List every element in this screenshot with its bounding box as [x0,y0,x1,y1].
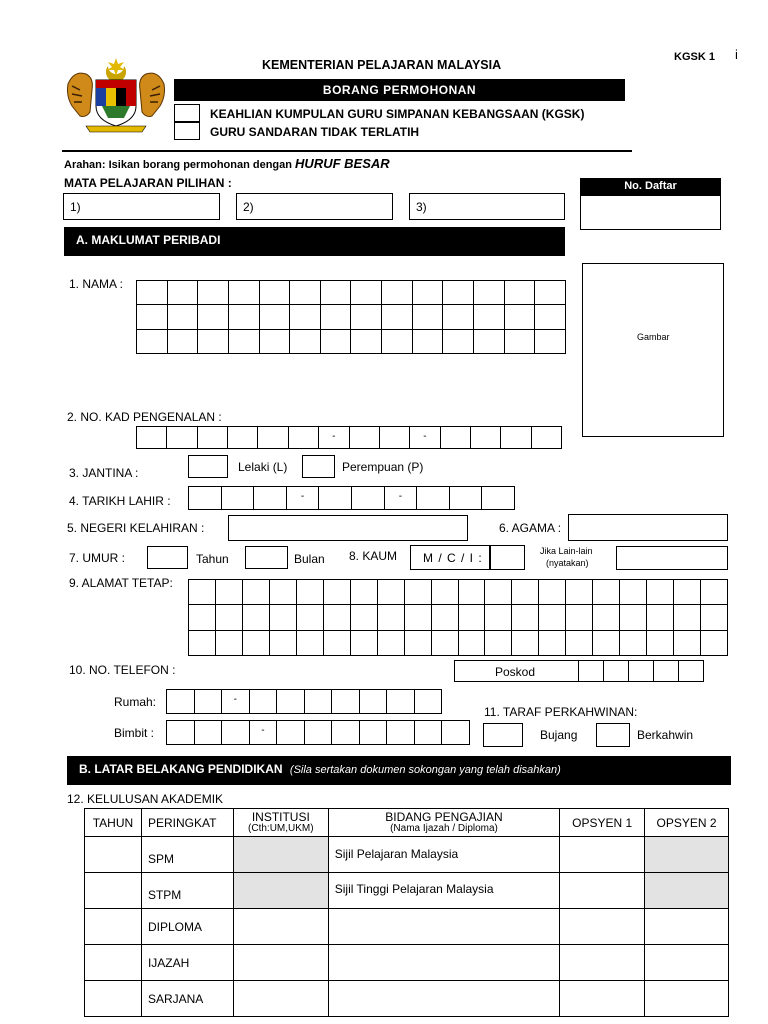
ic-char-cell[interactable] [441,427,471,449]
phone-home-char-cell[interactable] [415,690,443,714]
name-char-cell[interactable] [413,330,444,354]
address-char-cell[interactable] [243,631,270,656]
phone-mobile-char-cell[interactable] [360,721,388,745]
field-cell[interactable] [328,945,559,981]
postcode-char-cell[interactable] [604,661,629,682]
age-years-field[interactable] [147,546,188,569]
dob-char-cell[interactable] [352,487,385,510]
subjects-label: MATA PELAJARAN PILIHAN : [64,176,232,190]
phone-mobile-grid [166,720,470,745]
phone-label: 10. NO. TELEFON : [69,663,176,677]
name-char-cell[interactable] [321,305,352,329]
name-char-cell[interactable] [382,330,413,354]
subject-choice-1-label: 1) [70,200,81,214]
phone-mobile-char-cell[interactable] [332,721,360,745]
dob-char-cell[interactable] [417,487,450,510]
photo-box[interactable] [582,263,724,437]
address-char-cell[interactable] [485,580,512,605]
postcode-label-box [454,660,579,682]
address-grid [188,579,728,656]
age-years-label: Tahun [196,552,229,566]
institution-cell[interactable] [233,981,328,1017]
address-char-cell[interactable] [378,580,405,605]
name-char-cell[interactable] [413,281,444,305]
name-char-cell[interactable] [413,305,444,329]
level-cell: DIPLOMA [141,909,233,945]
ic-char-cell[interactable] [137,427,167,449]
dob-label: 4. TARIKH LAHIR : [69,494,171,508]
col-option1: OPSYEN 1 [560,809,645,837]
name-char-cell[interactable] [229,330,260,354]
subject-choice-3-label: 3) [416,200,427,214]
name-char-cell[interactable] [229,305,260,329]
name-char-cell[interactable] [198,305,229,329]
marital-label: 11. TARAF PERKAHWINAN: [484,705,638,719]
address-char-cell[interactable] [647,631,674,656]
postcode-char-cell[interactable] [629,661,654,682]
name-char-cell[interactable] [443,305,474,329]
phone-mobile-label: Bimbit : [114,726,155,740]
gender-male-box[interactable] [188,455,228,478]
name-char-cell[interactable] [505,330,536,354]
address-char-cell[interactable] [351,580,378,605]
name-char-cell[interactable] [168,305,199,329]
address-char-cell[interactable] [620,605,647,630]
address-char-cell[interactable] [405,631,432,656]
name-char-cell[interactable] [168,330,199,354]
ic-char-cell[interactable] [289,427,319,449]
race-codes: M / C / I : [423,551,483,565]
address-char-cell[interactable] [405,605,432,630]
gender-label: 3. JANTINA : [69,466,139,480]
section-a-title: A. MAKLUMAT PERIBADI [76,233,221,247]
address-char-cell[interactable] [351,631,378,656]
address-char-cell[interactable] [270,631,297,656]
name-char-cell[interactable] [443,281,474,305]
address-char-cell[interactable] [243,605,270,630]
option1-cell[interactable] [560,909,645,945]
year-cell[interactable] [85,837,142,873]
name-char-cell[interactable] [535,330,566,354]
institution-cell [233,873,328,909]
race-other-line1: Jika Lain-lain [540,546,593,556]
address-char-cell[interactable] [405,580,432,605]
address-char-cell[interactable] [674,605,701,630]
address-char-cell[interactable] [432,631,459,656]
section-b-title: B. LATAR BELAKANG PENDIDIKAN [79,762,283,776]
religion-label: 6. AGAMA : [499,521,562,535]
address-char-cell[interactable] [189,580,216,605]
name-char-cell[interactable] [198,281,229,305]
name-char-cell[interactable] [290,281,321,305]
address-label: 9. ALAMAT TETAP: [69,576,173,590]
year-cell[interactable] [85,909,142,945]
subject-choice-2-field[interactable] [236,193,393,220]
level-cell: SARJANA [141,981,233,1017]
option-guru-sandaran-label: GURU SANDARAN TIDAK TERLATIH [210,125,420,139]
separator-cell: - [287,487,320,510]
address-char-cell[interactable] [620,580,647,605]
race-code-field[interactable] [490,545,525,570]
ic-char-cell[interactable] [380,427,410,449]
separator-cell: - [385,487,418,510]
marital-single-label: Bujang [540,728,578,742]
subject-choice-3-field[interactable] [409,193,565,220]
ic-char-cell[interactable] [471,427,501,449]
race-label: 8. KAUM [349,549,398,563]
dob-char-cell[interactable] [222,487,255,510]
separator-cell: - [410,427,440,449]
phone-home-char-cell[interactable] [332,690,360,714]
registration-number-field[interactable] [580,195,721,230]
name-char-cell[interactable] [535,305,566,329]
separator-cell: - [319,427,349,449]
malaysia-coat-of-arms-logo [62,56,170,138]
ic-char-cell[interactable] [228,427,258,449]
name-char-cell[interactable] [382,281,413,305]
phone-home-grid [166,689,442,714]
option2-cell [645,837,729,873]
address-char-cell[interactable] [324,580,351,605]
option1-cell[interactable] [560,981,645,1017]
name-char-cell[interactable] [535,281,566,305]
separator-cell: - [222,690,250,714]
option2-cell [645,873,729,909]
postcode-char-cell[interactable] [579,661,604,682]
level-cell: SPM [141,837,233,873]
separator-cell: - [250,721,278,745]
address-char-cell[interactable] [351,605,378,630]
ic-char-cell[interactable] [501,427,531,449]
name-grid [136,280,566,354]
address-char-cell[interactable] [485,631,512,656]
postcode-char-cell[interactable] [654,661,679,682]
address-char-cell[interactable] [566,631,593,656]
ic-char-cell[interactable] [258,427,288,449]
address-char-cell[interactable] [243,580,270,605]
section-b-header [67,756,731,785]
dob-char-cell[interactable] [189,487,222,510]
phone-mobile-char-cell[interactable] [442,721,470,745]
name-char-cell[interactable] [260,281,291,305]
phone-home-label: Rumah: [114,695,157,709]
phone-mobile-char-cell[interactable] [277,721,305,745]
address-char-cell[interactable] [593,605,620,630]
header-divider [62,150,632,152]
phone-home-char-cell[interactable] [195,690,223,714]
name-char-cell[interactable] [137,281,168,305]
page-marker: i [735,47,738,62]
address-char-cell[interactable] [459,605,486,630]
name-char-cell[interactable] [260,305,291,329]
address-char-cell[interactable] [512,631,539,656]
phone-home-char-cell[interactable] [250,690,278,714]
postcode-char-cell[interactable] [679,661,704,682]
table-row [85,837,729,873]
postcode-label: Poskod [495,665,536,679]
instructions-emphasis: HURUF BESAR [295,156,390,171]
address-char-cell[interactable] [485,605,512,630]
registration-number-header [580,178,721,195]
institution-cell [233,837,328,873]
table-row [85,945,729,981]
name-char-cell[interactable] [137,330,168,354]
address-char-cell[interactable] [701,605,728,630]
form-title-bar [174,79,625,101]
birth-state-field[interactable] [228,515,468,541]
address-char-cell[interactable] [593,580,620,605]
field-cell: Sijil Pelajaran Malaysia [328,837,559,873]
address-char-cell[interactable] [674,580,701,605]
level-cell: STPM [141,873,233,909]
address-char-cell[interactable] [297,631,324,656]
ic-label: 2. NO. KAD PENGENALAN : [67,410,222,424]
address-char-cell[interactable] [701,580,728,605]
col-institution: INSTITUSI (Cth:UM,UKM) [233,809,328,837]
race-other-field[interactable] [616,546,728,570]
year-cell[interactable] [85,981,142,1017]
race-other-line2: (nyatakan) [546,558,589,568]
photo-label: Gambar [637,332,670,342]
name-char-cell[interactable] [290,305,321,329]
phone-mobile-char-cell[interactable] [387,721,415,745]
address-char-cell[interactable] [324,631,351,656]
option1-cell[interactable] [560,837,645,873]
name-char-cell[interactable] [474,305,505,329]
dob-char-cell[interactable] [319,487,352,510]
ic-grid [136,426,562,449]
postcode-grid [578,660,704,682]
address-char-cell[interactable] [701,631,728,656]
marital-single-box[interactable] [483,723,523,747]
option-kgsk-label: KEAHLIAN KUMPULAN GURU SIMPANAN KEBANGSAAN (KGSK) [210,107,585,121]
name-char-cell[interactable] [290,330,321,354]
subject-choice-2-label: 2) [243,200,254,214]
address-char-cell[interactable] [566,580,593,605]
instructions-text: Isikan borang permohonan dengan [108,159,292,171]
age-months-field[interactable] [245,546,288,569]
address-char-cell[interactable] [459,580,486,605]
address-char-cell[interactable] [378,605,405,630]
name-char-cell[interactable] [505,281,536,305]
section-b-note: (Sila sertakan dokumen sokongan yang telah disahkan) [289,764,561,776]
ministry-title: KEMENTERIAN PELAJARAN MALAYSIA [262,58,502,72]
address-char-cell[interactable] [593,631,620,656]
dob-char-cell[interactable] [482,487,515,510]
address-char-cell[interactable] [674,631,701,656]
birth-state-label: 5. NEGERI KELAHIRAN : [67,521,205,535]
address-char-cell[interactable] [432,580,459,605]
ic-char-cell[interactable] [350,427,380,449]
address-char-cell[interactable] [189,605,216,630]
option2-cell[interactable] [645,909,729,945]
gender-female-label: Perempuan (P) [342,460,424,474]
dob-char-cell[interactable] [450,487,483,510]
address-char-cell[interactable] [459,631,486,656]
address-char-cell[interactable] [432,605,459,630]
phone-mobile-char-cell[interactable] [167,721,195,745]
address-char-cell[interactable] [566,605,593,630]
section-a-header [64,227,565,256]
phone-mobile-char-cell[interactable] [305,721,333,745]
registration-number-label: No. Daftar [624,180,677,192]
phone-home-char-cell[interactable] [387,690,415,714]
option2-cell[interactable] [645,945,729,981]
option1-cell[interactable] [560,945,645,981]
name-char-cell[interactable] [505,305,536,329]
instructions [64,157,390,172]
address-char-cell[interactable] [297,580,324,605]
address-char-cell[interactable] [297,605,324,630]
name-char-cell[interactable] [198,330,229,354]
name-char-cell[interactable] [168,281,199,305]
gender-female-box[interactable] [302,455,335,478]
name-char-cell[interactable] [443,330,474,354]
col-year: TAHUN [85,809,142,837]
option-guru-sandaran-checkbox[interactable] [174,122,200,140]
academic-label: 12. KELULUSAN AKADEMIK [67,792,224,806]
name-char-cell[interactable] [321,281,352,305]
table-row [85,873,729,909]
name-char-cell[interactable] [260,330,291,354]
address-char-cell[interactable] [270,580,297,605]
phone-home-char-cell[interactable] [360,690,388,714]
subject-choice-1-field[interactable] [63,193,220,220]
address-char-cell[interactable] [539,605,566,630]
phone-home-char-cell[interactable] [305,690,333,714]
phone-home-char-cell[interactable] [167,690,195,714]
address-char-cell[interactable] [539,631,566,656]
address-char-cell[interactable] [539,580,566,605]
marital-married-label: Berkahwin [637,728,694,742]
table-row [85,981,729,1017]
name-char-cell[interactable] [474,330,505,354]
col-field: BIDANG PENGAJIAN (Nama Ijazah / Diploma) [328,809,559,837]
institution-cell[interactable] [233,945,328,981]
academic-table [84,808,729,1017]
field-cell: Sijil Tinggi Pelajaran Malaysia [328,873,559,909]
name-char-cell[interactable] [137,305,168,329]
address-char-cell[interactable] [189,631,216,656]
option-kgsk-checkbox[interactable] [174,104,200,122]
address-char-cell[interactable] [512,580,539,605]
address-char-cell[interactable] [324,605,351,630]
name-char-cell[interactable] [474,281,505,305]
phone-mobile-char-cell[interactable] [195,721,223,745]
name-char-cell[interactable] [351,305,382,329]
dob-grid [188,486,515,510]
address-char-cell[interactable] [620,631,647,656]
phone-home-char-cell[interactable] [277,690,305,714]
address-char-cell[interactable] [216,605,243,630]
institution-cell[interactable] [233,909,328,945]
col-level: PERINGKAT [141,809,233,837]
address-char-cell[interactable] [512,605,539,630]
year-cell[interactable] [85,873,142,909]
phone-mobile-char-cell[interactable] [415,721,443,745]
name-char-cell[interactable] [321,330,352,354]
form-code: KGSK 1 [674,51,715,63]
level-cell: IJAZAH [141,945,233,981]
name-char-cell[interactable] [351,330,382,354]
table-row [85,909,729,945]
address-char-cell[interactable] [647,580,674,605]
year-cell[interactable] [85,945,142,981]
marital-married-box[interactable] [596,723,630,747]
ic-char-cell[interactable] [198,427,228,449]
address-char-cell[interactable] [216,631,243,656]
age-label: 7. UMUR : [69,551,126,565]
col-option2: OPSYEN 2 [645,809,729,837]
option1-cell[interactable] [560,873,645,909]
option2-cell[interactable] [645,981,729,1017]
phone-mobile-char-cell[interactable] [222,721,250,745]
ic-char-cell[interactable] [167,427,197,449]
dob-char-cell[interactable] [254,487,287,510]
form-title: BORANG PERMOHONAN [322,83,477,97]
name-char-cell[interactable] [382,305,413,329]
race-code-box [410,545,490,570]
address-char-cell[interactable] [378,631,405,656]
name-label: 1. NAMA : [69,277,124,291]
ic-char-cell[interactable] [532,427,562,449]
name-char-cell[interactable] [351,281,382,305]
instructions-prefix: Arahan: [64,159,106,171]
address-char-cell[interactable] [216,580,243,605]
religion-field[interactable] [568,514,728,541]
address-char-cell[interactable] [270,605,297,630]
age-months-label: Bulan [294,552,325,566]
name-char-cell[interactable] [229,281,260,305]
field-cell[interactable] [328,909,559,945]
field-cell[interactable] [328,981,559,1017]
address-char-cell[interactable] [647,605,674,630]
gender-male-label: Lelaki (L) [238,460,288,474]
